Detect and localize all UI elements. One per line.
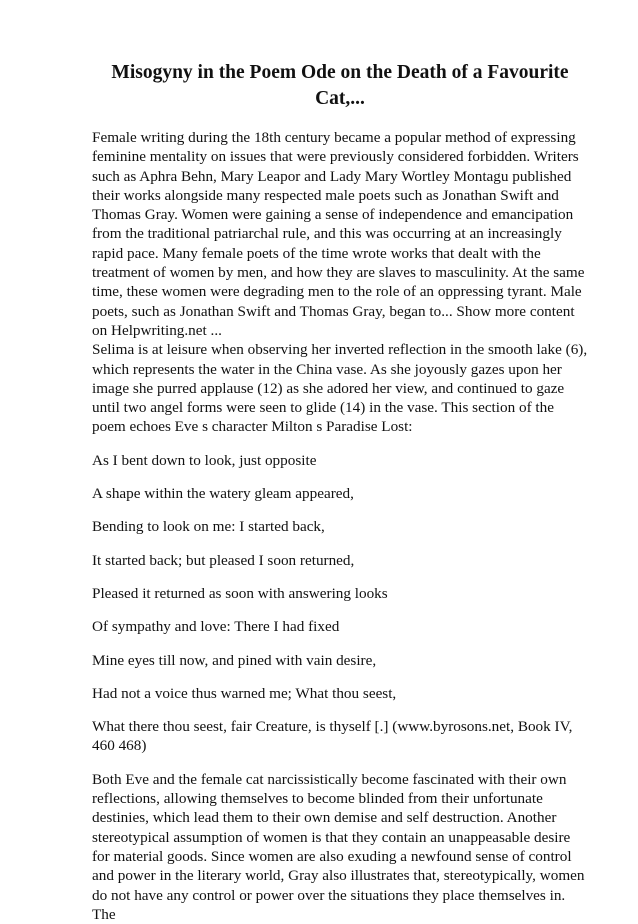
selima-paragraph: Selima is at leisure when observing her inverted reflection in the smooth lake (6), which represents the water in the China vase. As she joyously gazes upon her image she purred applause (12) as she adored her view, and continued to gaze until two angel forms were seen to glide (14) in the vase. This section of the poem echoes Eve s character Milton s Paradise Lost: [92, 341, 588, 436]
quote-line: Bending to look on me: I started back, [92, 518, 325, 536]
quote-line: As I bent down to look, just opposite [92, 451, 317, 469]
quote-citation: What there thou seest, fair Creature, is thyself [.] (www.byrosons.net, Book IV, 460 468) [92, 718, 573, 755]
quote-line: Of sympathy and love: There I had fixed [92, 618, 340, 636]
intro-paragraph: Female writing during the 18th century became a popular method of expressing feminine mentality on issues that were previously considered forbidden. Writers such as Aphra Behn, Mary Leapor and Lady Mary Wortley Montagu published their works alongside many respected male poets such as Jonathan Swift and Thomas Gray. Women were gaining a sense of independence and emancipation from the traditional patriarchal rule, and this was occurring at an increasingly rapid pace. Many female poets of the time wrote works that dealt with the treatment of women by men, and how they are slaves to masculinity. At the same time, these women were degrading men to the role of an oppressing tyrant. Male poets, such as Jonathan Swift and Thomas Gray, began to... Show more content on Helpwriting.net ... [92, 129, 585, 339]
quote-line: Pleased it returned as soon with answering looks [92, 584, 388, 602]
quote-line: A shape within the watery gleam appeared, [92, 485, 354, 503]
document-title: Misogyny in the Poem Ode on the Death of a Favourite Cat,... [111, 62, 569, 109]
quote-line: Had not a voice thus warned me; What thou seest, [92, 684, 397, 702]
quote-line: Mine eyes till now, and pined with vain desire, [92, 651, 377, 669]
closing-paragraph: Both Eve and the female cat narcissistically become fascinated with their own reflections, allowing themselves to become blinded from their unfortunate destinies, which lead them to their own demise and self destruction. Another stereotypical assumption of women is that they contain an unappeasable desire for material goods. Since women are also exuding a newfound sense of control and power in the literary world, Gray also illustrates that, stereotypically, women do not have any control or power over the situations they place themselves in. The [92, 770, 585, 923]
quote-line: It started back; but pleased I soon returned, [92, 551, 355, 569]
